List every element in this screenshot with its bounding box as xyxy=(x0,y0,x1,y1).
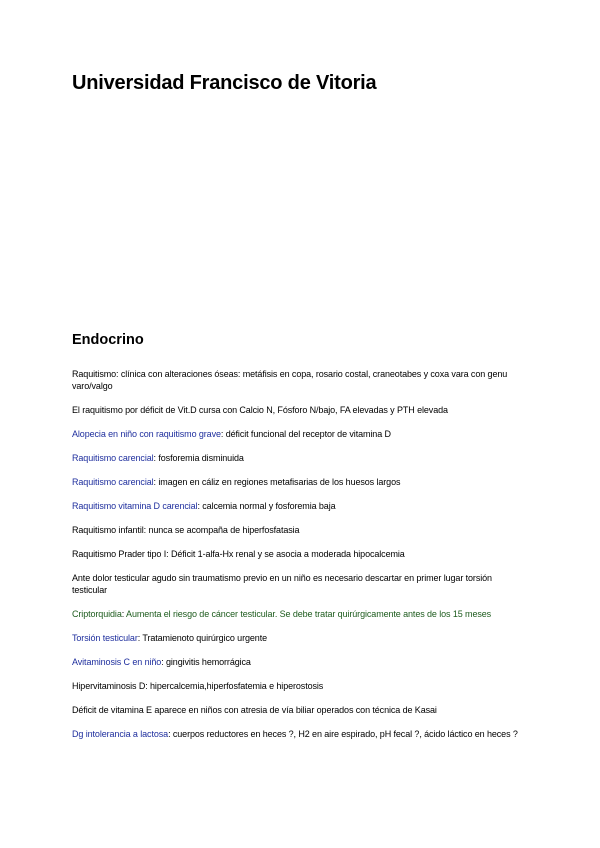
entry-term: Avitaminosis C en niño xyxy=(72,657,162,667)
list-item xyxy=(72,404,528,416)
entry-separator: : xyxy=(116,369,121,379)
section-title: Endocrino xyxy=(72,332,144,348)
entry-term: Raquitismo vitamina D carencial xyxy=(72,501,198,511)
list-item xyxy=(72,632,528,644)
entry-separator: : xyxy=(166,549,171,559)
entry-term: Alopecia en niño con raquitismo grave xyxy=(72,429,221,439)
list-item xyxy=(72,548,528,560)
entry-separator: : xyxy=(168,729,173,739)
entry-separator: : xyxy=(161,657,166,667)
list-item xyxy=(72,500,528,512)
entry-term: Raquitismo carencial xyxy=(72,477,154,487)
list-item xyxy=(72,656,528,668)
entry-description: Hipervitaminosis D: hipercalcemia,hiperfosfatemia e hiperostosis xyxy=(72,681,324,691)
entry-description: clínica con alteraciones óseas: metáfisis en copa, rosario costal, craneotabes y coxa vara con genu varo/valgo xyxy=(72,369,508,391)
entry-separator: : xyxy=(121,609,127,619)
entry-list xyxy=(72,368,528,752)
entry-description: nunca se acompaña de hiperfosfatasia xyxy=(148,525,300,535)
entry-description: fosforemia disminuida xyxy=(158,453,244,463)
entry-description: Aumenta el riesgo de cáncer testicular. Se debe tratar quirúrgicamente antes de los 15 meses xyxy=(126,609,492,619)
page-title: Universidad Francisco de Vitoria xyxy=(72,72,377,94)
entry-term: Raquitismo Prader tipo I xyxy=(72,549,167,559)
entry-description: Déficit 1-alfa-Hx renal y se asocia a moderada hipocalcemia xyxy=(170,549,405,559)
list-item xyxy=(72,572,528,596)
entry-term: Dg intolerancia a lactosa xyxy=(72,729,169,739)
entry-description: Déficit de vitamina E aparece en niños con atresia de vía biliar operados con técnica de Kasai xyxy=(72,705,437,715)
entry-separator: : xyxy=(137,633,143,643)
list-item xyxy=(72,704,528,716)
entry-separator: : xyxy=(197,501,203,511)
entry-separator: : xyxy=(143,525,149,535)
entry-separator: : xyxy=(153,477,159,487)
entry-description: déficit funcional del receptor de vitamina D xyxy=(225,429,391,439)
entry-description: cuerpos reductores en heces ?, H2 en aire espirado, pH fecal ?, ácido láctico en heces ? xyxy=(172,729,518,739)
entry-description: imagen en cáliz en regiones metafisarias de los huesos largos xyxy=(158,477,401,487)
list-item xyxy=(72,428,528,440)
entry-description: El raquitismo por déficit de Vit.D cursa con Calcio N, Fósforo N/bajo, FA elevadas y PTH elevada xyxy=(72,405,448,415)
entry-term: Raquitismo xyxy=(72,369,117,379)
entry-description: gingivitis hemorrágica xyxy=(166,657,251,667)
list-item xyxy=(72,452,528,464)
entry-separator: : xyxy=(220,429,226,439)
entry-term: Raquitismo carencial xyxy=(72,453,154,463)
entry-description: Tratamienoto quirúrgico urgente xyxy=(142,633,268,643)
entry-term: Raquitismo infantil xyxy=(72,525,144,535)
entry-description: calcemia normal y fosforemia baja xyxy=(202,501,336,511)
list-item xyxy=(72,728,528,740)
entry-term: Criptorquidia xyxy=(72,609,122,619)
list-item xyxy=(72,680,528,692)
list-item xyxy=(72,476,528,488)
entry-description: Ante dolor testicular agudo sin traumatismo previo en un niño es necesario descartar en primer lugar torsión testicular xyxy=(72,573,492,595)
list-item xyxy=(72,608,528,620)
entry-term: Torsión testicular xyxy=(72,633,138,643)
list-item xyxy=(72,524,528,536)
entry-separator: : xyxy=(153,453,159,463)
list-item xyxy=(72,368,528,392)
